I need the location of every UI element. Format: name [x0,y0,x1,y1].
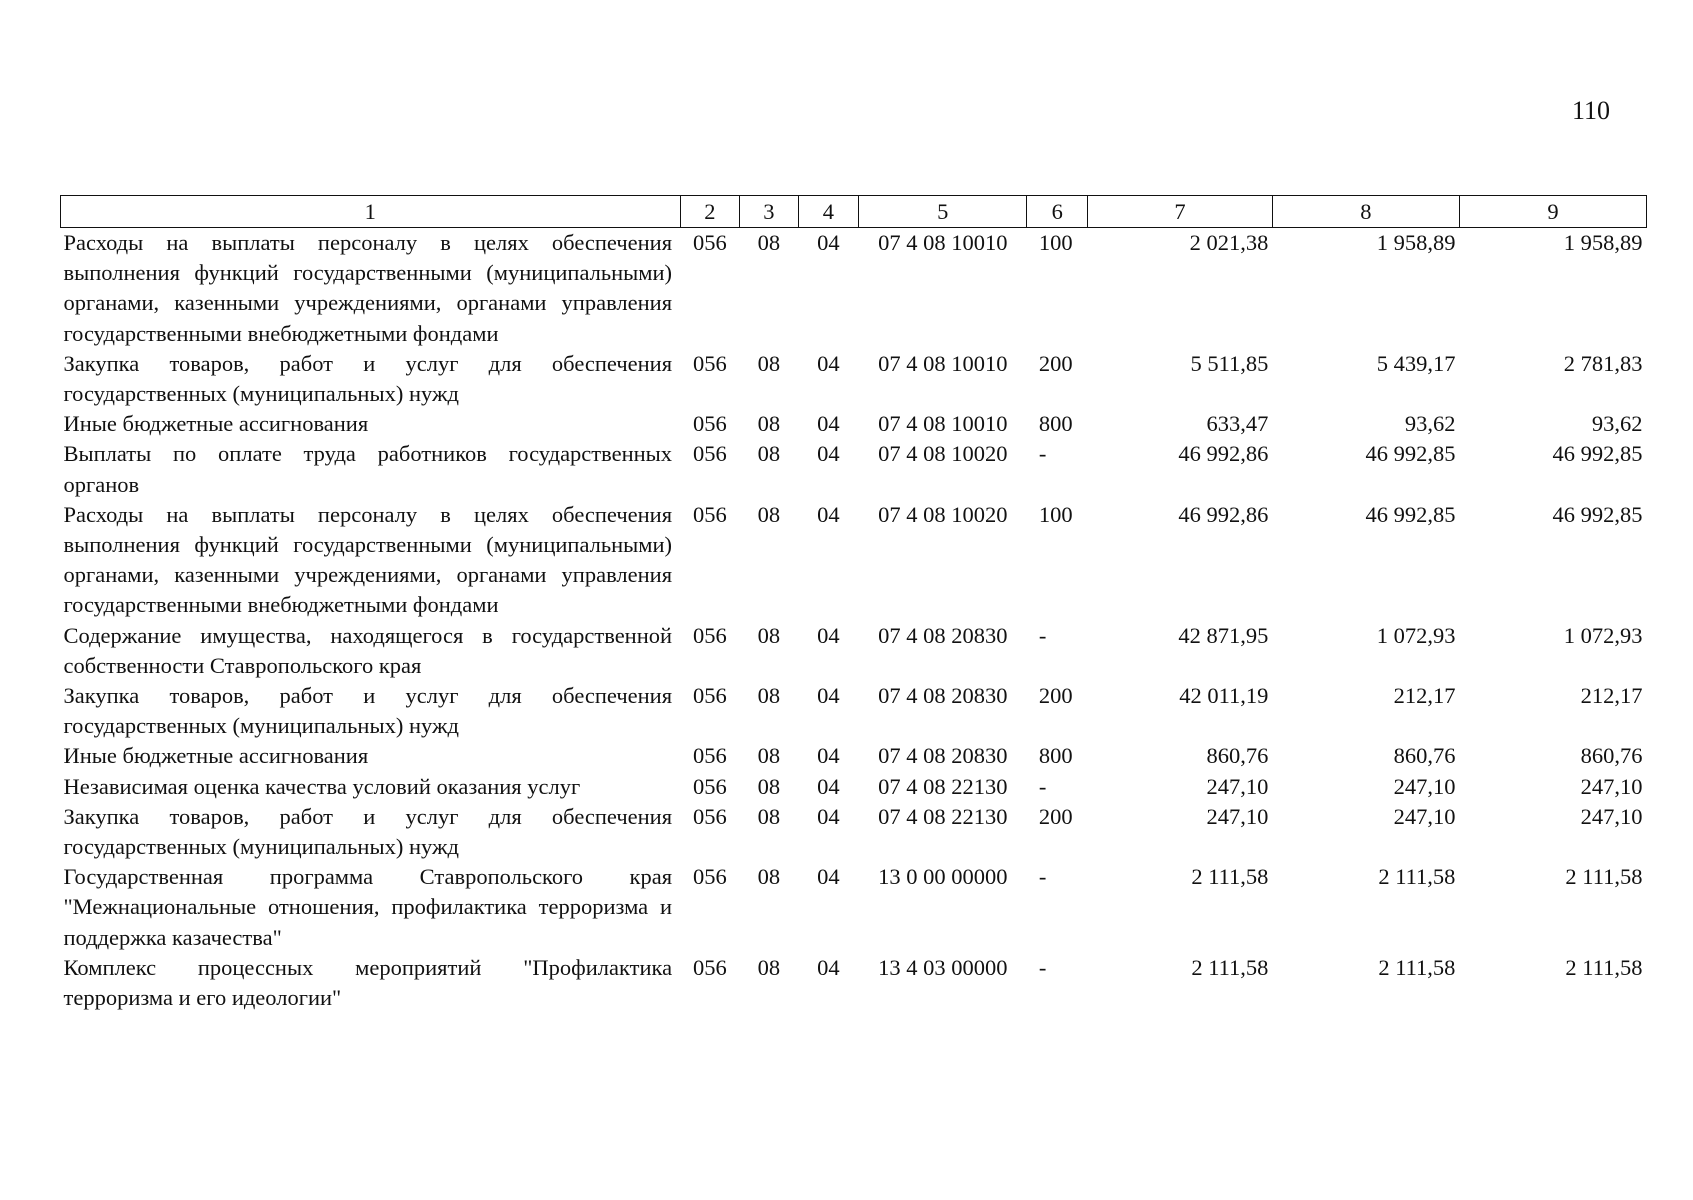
table-row [61,228,1647,349]
amount-col-8: 5 439,17 [1376,350,1456,376]
subsection-code: 04 [817,411,840,437]
subsection-code: 04 [817,803,840,829]
subsection-code: 04 [817,683,840,709]
target-article-code: 13 0 00 00000 [878,864,1008,890]
item-name: Государственная программа Ставропольского края "Межнациональные отношения, профилактика терроризма и поддержка казачества" [63,864,673,950]
ministry-code: 056 [692,441,727,467]
table-row [61,953,1647,1013]
ministry-code: 056 [692,230,727,255]
amount-col-9: 1 072,93 [1563,622,1643,648]
target-article-code: 07 4 08 22130 [878,803,1008,829]
amount-col-7: 2 111,58 [1191,864,1269,890]
expense-type-code: 100 [1038,230,1073,255]
column-header: 3 [740,196,799,228]
expense-type-code: - [1038,954,1047,980]
subsection-code: 04 [817,501,840,527]
amount-col-8: 2 111,58 [1378,864,1456,890]
target-article-code: 07 4 08 10010 [878,350,1008,376]
table-row [61,409,1647,439]
budget-table [60,195,1647,1013]
table-row [61,500,1647,621]
item-name: Закупка товаров, работ и услуг для обеспечения государственных (муниципальных) нужд [63,350,673,407]
item-name: Независимая оценка качества условий оказания услуг [63,773,581,799]
section-code: 08 [757,743,781,769]
table-row [61,862,1647,953]
amount-col-7: 860,76 [1206,743,1269,769]
amount-col-7: 2 021,38 [1189,230,1269,255]
amount-col-7: 247,10 [1206,773,1269,799]
ministry-code: 056 [692,743,727,769]
table-row [61,802,1647,862]
amount-col-7: 46 992,86 [1178,501,1269,527]
amount-col-7: 46 992,86 [1178,441,1269,467]
item-name: Комплекс процессных мероприятий "Профилактика терроризма и его идеологии" [63,954,673,1011]
amount-col-8: 247,10 [1393,803,1456,829]
column-header: 6 [1027,196,1088,228]
section-code: 08 [757,954,781,980]
item-name: Выплаты по оплате труда работников государственных органов [63,441,673,497]
item-name: Расходы на выплаты персоналу в целях обеспечения выполнения функций государственными (муниципальными) органами, казенными учреждениями, органами управления государственными внебюджетными фондами [63,501,673,618]
section-code: 08 [757,803,781,829]
expense-type-code: 200 [1038,803,1073,829]
subsection-code: 04 [817,954,840,980]
section-code: 08 [757,230,781,255]
column-header: 9 [1459,196,1646,228]
page-number: 110 [1571,96,1610,125]
amount-col-9: 247,10 [1580,773,1643,799]
amount-col-9: 46 992,85 [1552,501,1643,527]
table-row [61,681,1647,741]
amount-col-7: 2 111,58 [1191,954,1269,980]
column-header: 5 [859,196,1027,228]
section-code: 08 [757,622,781,648]
amount-col-7: 5 511,85 [1190,350,1269,376]
amount-col-8: 1 072,93 [1376,622,1456,648]
column-header: 1 [61,196,681,228]
subsection-code: 04 [817,230,840,255]
ministry-code: 056 [692,622,727,648]
amount-col-8: 46 992,85 [1365,501,1456,527]
table-row [61,439,1647,499]
table-body [61,228,1647,1014]
target-article-code: 07 4 08 10010 [878,411,1008,437]
item-name: Иные бюджетные ассигнования [63,411,369,437]
ministry-code: 056 [692,803,727,829]
amount-col-8: 860,76 [1393,743,1456,769]
target-article-code: 07 4 08 20830 [878,622,1008,648]
amount-col-9: 212,17 [1580,683,1643,709]
item-name: Закупка товаров, работ и услуг для обеспечения государственных (муниципальных) нужд [63,683,673,739]
section-code: 08 [757,411,781,437]
section-code: 08 [757,350,781,376]
target-article-code: 07 4 08 22130 [878,773,1008,799]
subsection-code: 04 [817,773,840,799]
table-row [61,772,1647,802]
amount-col-9: 247,10 [1580,803,1643,829]
subsection-code: 04 [817,441,840,467]
amount-col-9: 46 992,85 [1552,441,1643,467]
subsection-code: 04 [817,864,840,890]
subsection-code: 04 [817,743,840,769]
ministry-code: 056 [692,954,727,980]
amount-col-9: 93,62 [1591,411,1643,437]
amount-col-9: 1 958,89 [1563,230,1643,255]
amount-col-8: 2 111,58 [1378,954,1456,980]
subsection-code: 04 [817,622,840,648]
ministry-code: 056 [692,501,727,527]
table-row [61,349,1647,409]
expense-type-code: 800 [1038,743,1073,769]
section-code: 08 [757,864,781,890]
column-header: 2 [680,196,740,228]
expense-type-code: 200 [1038,683,1073,709]
item-name: Иные бюджетные ассигнования [63,743,369,769]
item-name: Закупка товаров, работ и услуг для обеспечения государственных (муниципальных) нужд [63,803,673,860]
target-article-code: 07 4 08 20830 [878,683,1008,709]
table-row [61,621,1647,681]
amount-col-8: 247,10 [1393,773,1456,799]
section-code: 08 [757,773,781,799]
ministry-code: 056 [692,773,727,799]
column-header: 8 [1272,196,1459,228]
ministry-code: 056 [692,864,727,890]
amount-col-8: 46 992,85 [1365,441,1456,467]
ministry-code: 056 [692,350,727,376]
item-name: Расходы на выплаты персоналу в целях обеспечения выполнения функций государственными (муниципальными) органами, казенными учреждениями, органами управления государственными внебюджетными фондами [63,230,673,346]
amount-col-9: 2 111,58 [1565,864,1643,890]
ministry-code: 056 [692,411,727,437]
expense-type-code: - [1038,441,1047,467]
column-header: 7 [1088,196,1273,228]
target-article-code: 07 4 08 10020 [878,441,1008,467]
expense-type-code: 200 [1038,350,1073,376]
amount-col-7: 42 871,95 [1178,622,1269,648]
section-code: 08 [757,441,781,467]
amount-col-8: 93,62 [1404,411,1456,437]
amount-col-9: 860,76 [1580,743,1643,769]
target-article-code: 07 4 08 20830 [878,743,1008,769]
ministry-code: 056 [692,683,727,709]
expense-type-code: - [1038,622,1047,648]
expense-type-code: 100 [1038,501,1073,527]
expense-type-code: - [1038,864,1047,890]
target-article-code: 13 4 03 00000 [878,954,1008,980]
target-article-code: 07 4 08 10010 [878,230,1008,255]
amount-col-7: 633,47 [1206,411,1269,437]
section-code: 08 [757,501,781,527]
section-code: 08 [757,683,781,709]
subsection-code: 04 [817,350,840,376]
expense-type-code: - [1038,773,1047,799]
item-name: Содержание имущества, находящегося в государственной собственности Ставропольского края [63,622,673,678]
amount-col-8: 1 958,89 [1376,230,1456,255]
amount-col-9: 2 781,83 [1563,350,1643,376]
amount-col-9: 2 111,58 [1565,954,1643,980]
column-header: 4 [798,196,859,228]
amount-col-7: 42 011,19 [1179,683,1269,709]
target-article-code: 07 4 08 10020 [878,501,1008,527]
table-row [61,741,1647,771]
expense-type-code: 800 [1038,411,1073,437]
amount-col-8: 212,17 [1393,683,1456,709]
amount-col-7: 247,10 [1206,803,1269,829]
header-row [61,196,1647,228]
